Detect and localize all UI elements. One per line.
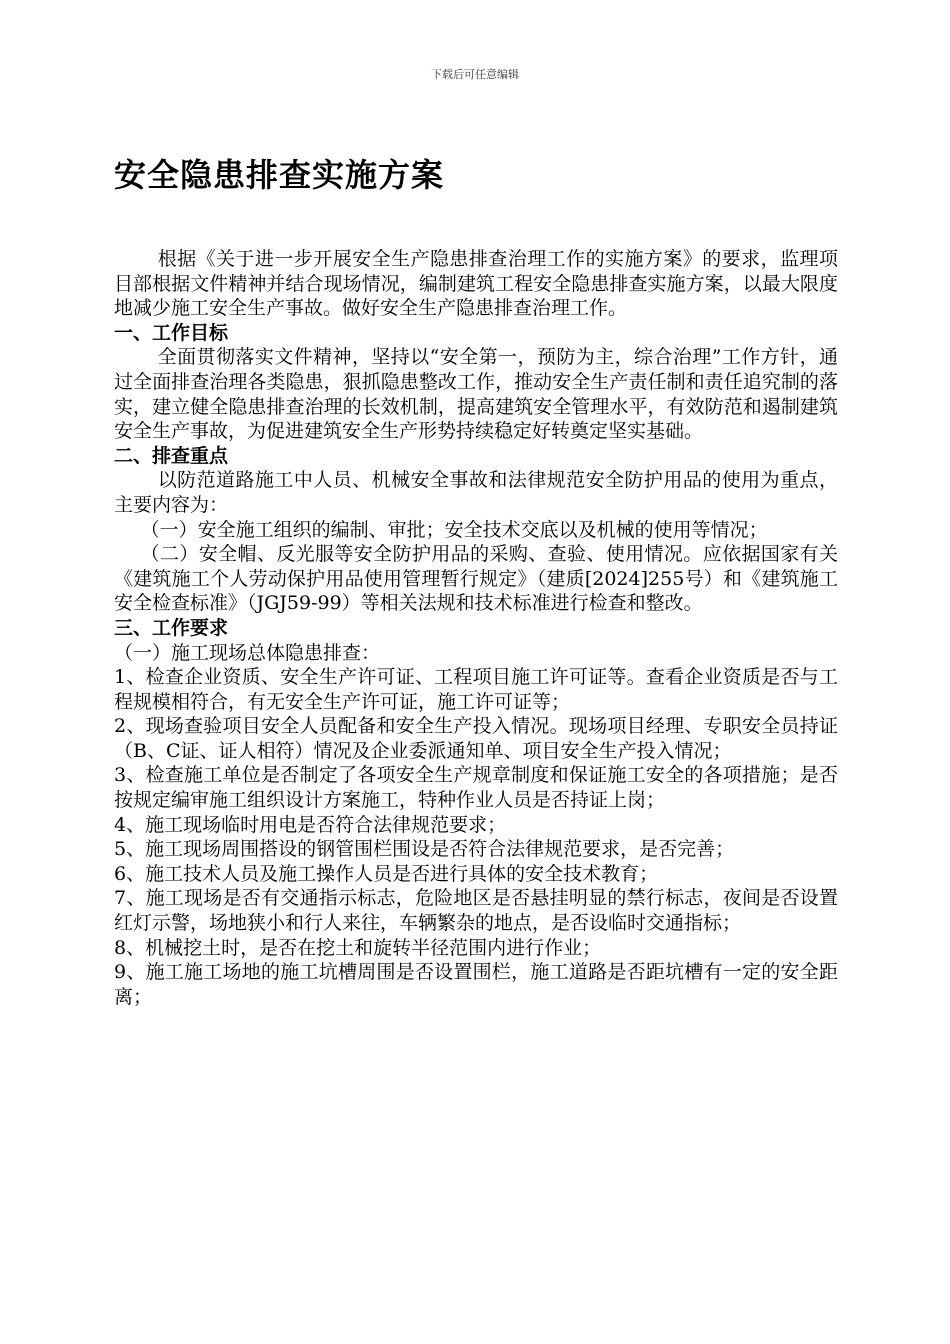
document-body: [114, 247, 838, 1009]
section-heading-focus: 二、排查重点: [114, 444, 229, 467]
intro-paragraph: 根据《关于进一步开展安全生产隐患排查治理工作的实施方案》的要求，监理项目部根据文件精神并结合现场情况，编制建筑工程安全隐患排查实施方案，以最大限度地减少施工安全生产事故。做好安全生产隐患排查治理工作。: [114, 248, 838, 320]
section-heading-goal: 一、工作目标: [114, 321, 229, 344]
focus-item-1: （一）安全施工组织的编制、审批；安全技术交底以及机械的使用等情况；: [140, 518, 768, 541]
document-title: 安全隐患排查实施方案: [114, 156, 445, 194]
goal-paragraph: 全面贯彻落实文件精神，坚持以“安全第一，预防为主，综合治理”工作方针，通过全面排查治理各类隐患，狠抓隐患整改工作，推动安全生产责任制和责任追究制的落实，建立健全隐患排查治理的长效机制，提高建筑安全管理水平，有效防范和遏制建筑安全生产事故，为促进建筑安全生产形势持续稳定好转奠定坚实基础。: [114, 346, 838, 443]
page-header-note: 下载后可任意编辑: [431, 68, 519, 81]
requirement-item: 8、机械挖土时，是否在挖土和旋转半径范围内进行作业；: [114, 936, 602, 959]
requirement-item: 1、检查企业资质、安全生产许可证、工程项目施工许可证等。查看企业资质是否与工程规模相符合，有无安全生产许可证，施工许可证等；: [114, 666, 838, 713]
requirement-item: 9、施工施工场地的施工坑槽周围是否设置围栏，施工道路是否距坑槽有一定的安全距离；: [114, 961, 838, 1008]
requirement-item: 7、施工现场是否有交通指示标志，危险地区是否悬挂明显的禁行标志，夜间是否设置红灯示警，场地狭小和行人来往，车辆繁杂的地点，是否设临时交通指标；: [114, 887, 838, 935]
requirement-item: 4、施工现场临时用电是否符合法律规范要求；: [114, 813, 507, 836]
requirements-subheading: （一）施工现场总体隐患排查：: [114, 641, 381, 664]
requirement-item: 3、检查施工单位是否制定了各项安全生产规章制度和保证施工安全的各项措施；是否按规定编审施工组织设计方案施工，特种作业人员是否持证上岗；: [114, 764, 838, 812]
requirement-item: 5、施工现场周围搭设的钢管围栏围设是否符合法律规范要求，是否完善；: [114, 838, 735, 861]
section-heading-requirements: 三、工作要求: [114, 616, 229, 639]
focus-item-2: （二）安全帽、反光服等安全防护用品的采购、查验、使用情况。应依据国家有关《建筑施工个人劳动保护用品使用管理暂行规定》（建质[2024]255号）和《建筑施工安全检查标准》（JGJ59-99）等相关法规和技术标准进行检查和整改。: [114, 543, 838, 615]
requirement-item: 6、施工技术人员及施工操作人员是否进行具体的安全技术教育；: [114, 862, 659, 885]
requirement-item: 2、现场查验项目安全人员配备和安全生产投入情况。现场项目经理、专职安全员持证（B、C证、证人相符）情况及企业委派通知单、项目安全生产投入情况；: [114, 715, 838, 762]
focus-paragraph: 以防范道路施工中人员、机械安全事故和法律规范安全防护用品的使用为重点，主要内容为：: [114, 469, 838, 516]
